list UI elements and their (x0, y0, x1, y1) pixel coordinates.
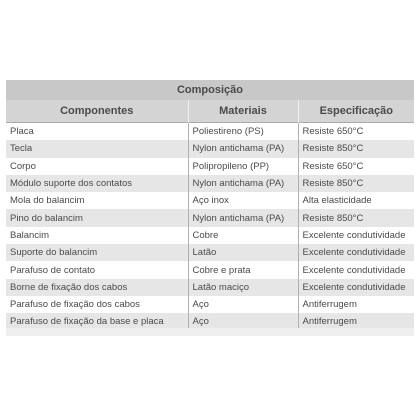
table-row (6, 244, 414, 261)
table-row (6, 192, 414, 209)
cell-componente: Corpo (6, 158, 188, 175)
cell-componente: Parafuso de contato (6, 261, 188, 278)
table-row (6, 279, 414, 296)
cell-especificacao: Alta elasticidade (298, 192, 414, 209)
table-header (6, 100, 414, 123)
table-title: Composição (6, 80, 414, 100)
table-row (6, 158, 414, 175)
cell-componente: Módulo suporte dos contatos (6, 175, 188, 192)
cell-componente: Tecla (6, 140, 188, 157)
table-row (6, 209, 414, 226)
cell-material: Nylon antichama (PA) (188, 140, 298, 157)
cell-componente: Mola do balancim (6, 192, 188, 209)
cell-especificacao: Excelente condutividade (298, 261, 414, 278)
cell-componente: Borne de fixação dos cabos (6, 279, 188, 296)
header-row (6, 100, 414, 123)
cell-especificacao: Excelente condutividade (298, 227, 414, 244)
cell-especificacao: Antiferrugem (298, 313, 414, 331)
composition-table (6, 80, 414, 332)
cell-especificacao: Resiste 650°C (298, 158, 414, 175)
table-row (6, 123, 414, 141)
table-bottom-band (6, 328, 414, 336)
cell-material: Nylon antichama (PA) (188, 175, 298, 192)
cell-especificacao: Resiste 850°C (298, 209, 414, 226)
cell-componente: Placa (6, 123, 188, 141)
table-row (6, 175, 414, 192)
cell-material: Latão (188, 244, 298, 261)
cell-material: Poliestireno (PS) (188, 123, 298, 141)
table-body (6, 123, 414, 332)
header-materiais: Materiais (188, 100, 298, 123)
cell-especificacao: Resiste 850°C (298, 140, 414, 157)
cell-material: Aço (188, 296, 298, 313)
header-componentes: Componentes (6, 100, 188, 123)
table-row (6, 261, 414, 278)
cell-material: Polipropileno (PP) (188, 158, 298, 175)
cell-especificacao: Excelente condutividade (298, 244, 414, 261)
header-especificacao: Especificação (298, 100, 414, 123)
cell-especificacao: Excelente condutividade (298, 279, 414, 296)
cell-componente: Parafuso de fixação da base e placa (6, 313, 188, 331)
cell-especificacao: Resiste 850°C (298, 175, 414, 192)
cell-material: Aço inox (188, 192, 298, 209)
cell-especificacao: Resiste 650°C (298, 123, 414, 141)
table-row (6, 296, 414, 313)
cell-especificacao: Antiferrugem (298, 296, 414, 313)
cell-componente: Suporte do balancim (6, 244, 188, 261)
table-row (6, 227, 414, 244)
table-row (6, 140, 414, 157)
cell-componente: Parafuso de fixação dos cabos (6, 296, 188, 313)
cell-material: Cobre e prata (188, 261, 298, 278)
cell-material: Cobre (188, 227, 298, 244)
cell-material: Nylon antichama (PA) (188, 209, 298, 226)
cell-material: Latão maciço (188, 279, 298, 296)
cell-componente: Pino do balancim (6, 209, 188, 226)
cell-componente: Balancim (6, 227, 188, 244)
cell-material: Aço (188, 313, 298, 331)
